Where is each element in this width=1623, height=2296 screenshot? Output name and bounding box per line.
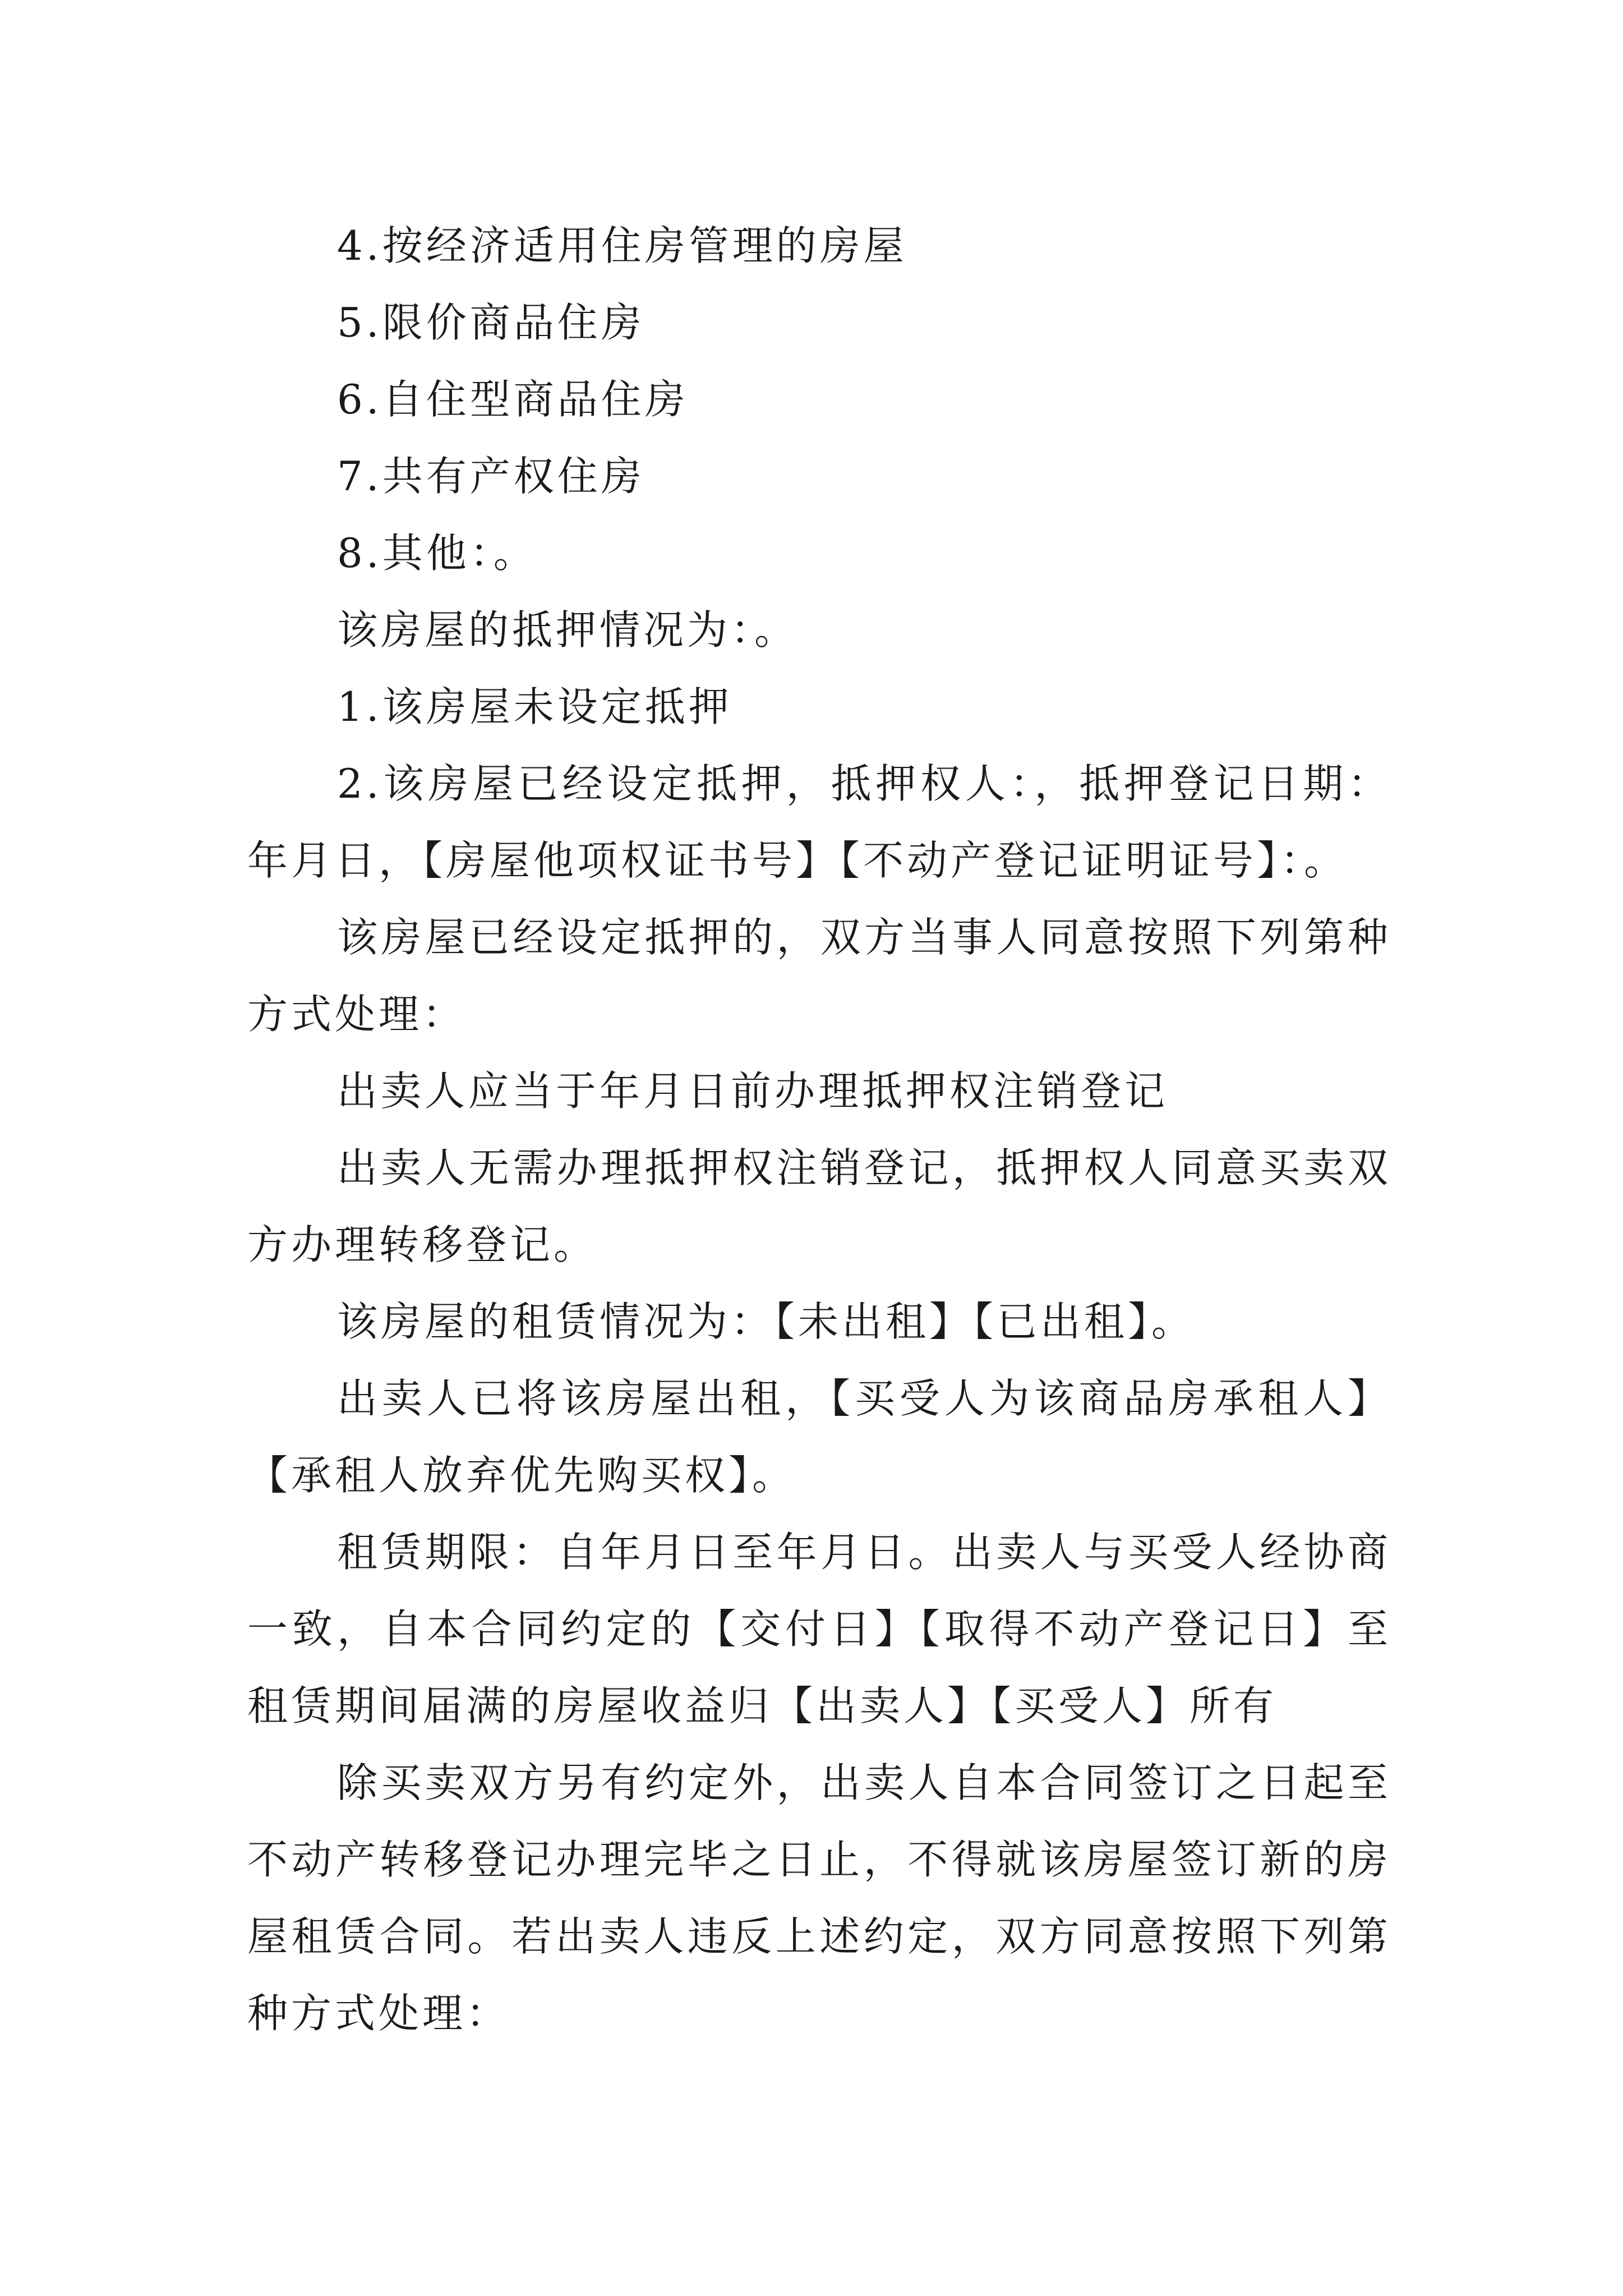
paragraph-mortgage-transfer: 出卖人无需办理抵押权注销登记，抵押权人同意买卖双方办理转移登记。 bbox=[247, 1144, 1391, 1268]
paragraph-housing-type-8: 8.其他：。 bbox=[337, 530, 537, 577]
paragraph-housing-type-7: 7.共有产权住房 bbox=[337, 453, 645, 500]
paragraph-lease-status: 该房屋的租赁情况为：【未出租】【已出租】。 bbox=[337, 1298, 1196, 1345]
paragraph-new-lease-restriction: 除买卖双方另有约定外，出卖人自本合同签订之日起至不动产转移登记办理完毕之日止，不得就该房屋签订新的房屋租赁合同。若出卖人违反上述约定，双方同意按照下列第种方式处理： bbox=[247, 1759, 1391, 2037]
paragraph-mortgage-option-1: 1.该房屋未设定抵押 bbox=[337, 683, 732, 730]
paragraph-housing-type-5: 5.限价商品住房 bbox=[337, 299, 645, 346]
paragraph-lease-tenant: 出卖人已将该房屋出租，【买受人为该商品房承租人】【承租人放弃优先购买权】。 bbox=[247, 1375, 1391, 1499]
document-body bbox=[247, 208, 1391, 2052]
paragraph-mortgage-handling: 该房屋已经设定抵押的，双方当事人同意按照下列第种方式处理： bbox=[247, 914, 1391, 1038]
paragraph-lease-term: 租赁期限：自年月日至年月日。出卖人与买受人经协商一致，自本合同约定的【交付日】【取得不动产登记日】至租赁期间届满的房屋收益归【出卖人】【买受人】所有 bbox=[247, 1529, 1391, 1729]
paragraph-mortgage-cancellation: 出卖人应当于年月日前办理抵押权注销登记 bbox=[337, 1068, 1169, 1115]
paragraph-mortgage-option-2: 2.该房屋已经设定抵押，抵押权人：，抵押登记日期：年月日，【房屋他项权证书号】【不动产登记证明证号】：。 bbox=[247, 760, 1391, 884]
paragraph-housing-type-6: 6.自住型商品住房 bbox=[337, 376, 689, 423]
paragraph-mortgage-status: 该房屋的抵押情况为：。 bbox=[337, 606, 799, 654]
paragraph-housing-type-4: 4.按经济适用住房管理的房屋 bbox=[337, 222, 907, 269]
